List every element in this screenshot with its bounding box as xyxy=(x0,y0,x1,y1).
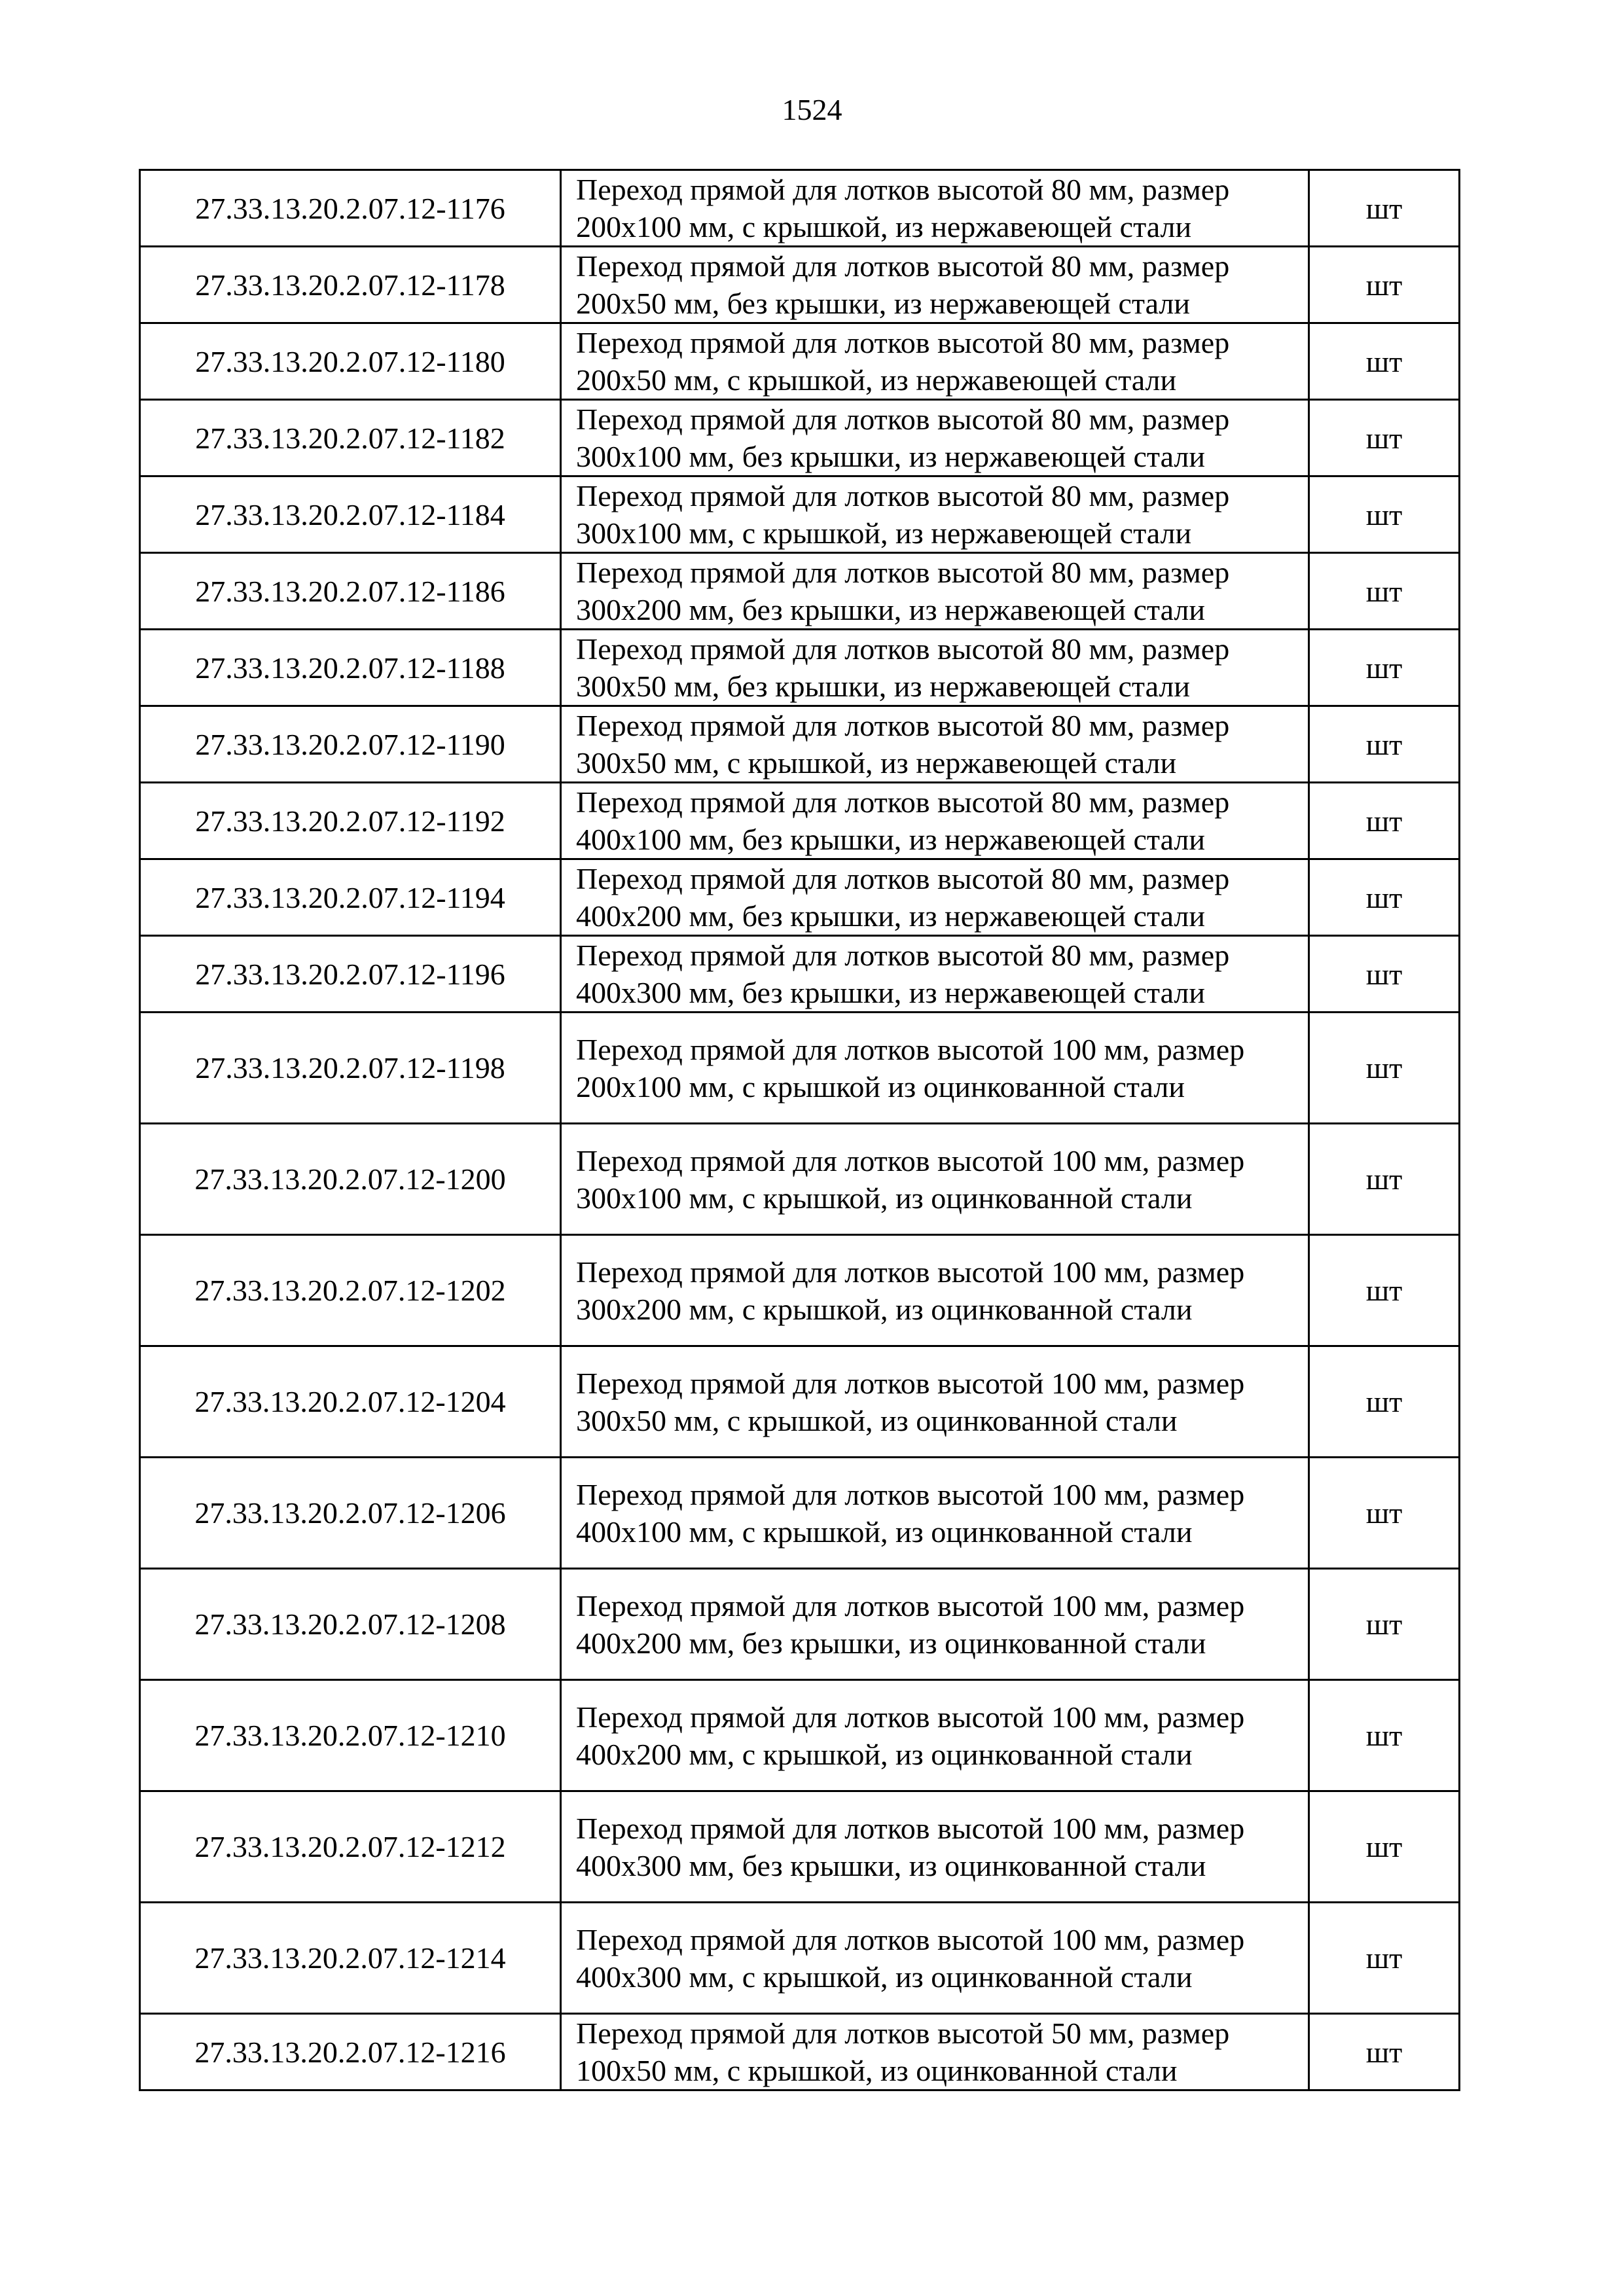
item-code-cell: 27.33.13.20.2.07.12-1190 xyxy=(140,706,561,783)
item-description-cell: Переход прямой для лотков высотой 100 мм, размер 300х100 мм, с крышкой, из оцинкованной стали xyxy=(561,1124,1309,1235)
item-code-cell: 27.33.13.20.2.07.12-1202 xyxy=(140,1235,561,1346)
item-unit-cell: шт xyxy=(1309,1013,1460,1124)
table-row xyxy=(140,936,1460,1013)
table-row xyxy=(140,1124,1460,1235)
table-row xyxy=(140,1346,1460,1458)
table-row xyxy=(140,1458,1460,1569)
table-row xyxy=(140,1680,1460,1791)
item-description-cell: Переход прямой для лотков высотой 100 мм, размер 300х50 мм, с крышкой, из оцинкованной стали xyxy=(561,1346,1309,1458)
item-code-cell: 27.33.13.20.2.07.12-1186 xyxy=(140,553,561,630)
item-code-cell: 27.33.13.20.2.07.12-1194 xyxy=(140,859,561,936)
item-description-cell: Переход прямой для лотков высотой 100 мм, размер 400х200 мм, с крышкой, из оцинкованной стали xyxy=(561,1680,1309,1791)
table-row xyxy=(140,1235,1460,1346)
item-unit-cell: шт xyxy=(1309,170,1460,247)
item-unit-cell: шт xyxy=(1309,476,1460,553)
item-unit-cell: шт xyxy=(1309,400,1460,476)
items-table-body xyxy=(140,170,1460,2090)
item-code-cell: 27.33.13.20.2.07.12-1208 xyxy=(140,1569,561,1680)
item-code-cell: 27.33.13.20.2.07.12-1180 xyxy=(140,323,561,400)
item-description-cell: Переход прямой для лотков высотой 80 мм, размер 200х50 мм, без крышки, из нержавеющей стали xyxy=(561,247,1309,323)
item-code-cell: 27.33.13.20.2.07.12-1184 xyxy=(140,476,561,553)
items-table xyxy=(139,169,1460,2091)
table-row xyxy=(140,476,1460,553)
table-row xyxy=(140,630,1460,706)
item-description-cell: Переход прямой для лотков высотой 100 мм, размер 300х200 мм, с крышкой, из оцинкованной стали xyxy=(561,1235,1309,1346)
item-unit-cell: шт xyxy=(1309,936,1460,1013)
item-description-cell: Переход прямой для лотков высотой 80 мм, размер 400х300 мм, без крышки, из нержавеющей стали xyxy=(561,936,1309,1013)
item-description-cell: Переход прямой для лотков высотой 100 мм, размер 400х300 мм, с крышкой, из оцинкованной стали xyxy=(561,1903,1309,2014)
item-unit-cell: шт xyxy=(1309,2014,1460,2090)
table-row xyxy=(140,247,1460,323)
table-row xyxy=(140,783,1460,859)
item-unit-cell: шт xyxy=(1309,1458,1460,1569)
table-row xyxy=(140,323,1460,400)
table-row xyxy=(140,553,1460,630)
item-description-cell: Переход прямой для лотков высотой 100 мм, размер 400х100 мм, с крышкой, из оцинкованной стали xyxy=(561,1458,1309,1569)
item-unit-cell: шт xyxy=(1309,553,1460,630)
table-row xyxy=(140,400,1460,476)
item-unit-cell: шт xyxy=(1309,1569,1460,1680)
item-unit-cell: шт xyxy=(1309,1903,1460,2014)
item-code-cell: 27.33.13.20.2.07.12-1204 xyxy=(140,1346,561,1458)
table-row xyxy=(140,2014,1460,2090)
item-code-cell: 27.33.13.20.2.07.12-1176 xyxy=(140,170,561,247)
item-description-cell: Переход прямой для лотков высотой 80 мм, размер 300х200 мм, без крышки, из нержавеющей стали xyxy=(561,553,1309,630)
item-code-cell: 27.33.13.20.2.07.12-1206 xyxy=(140,1458,561,1569)
item-description-cell: Переход прямой для лотков высотой 80 мм, размер 400х200 мм, без крышки, из нержавеющей стали xyxy=(561,859,1309,936)
item-code-cell: 27.33.13.20.2.07.12-1200 xyxy=(140,1124,561,1235)
item-code-cell: 27.33.13.20.2.07.12-1210 xyxy=(140,1680,561,1791)
item-description-cell: Переход прямой для лотков высотой 80 мм, размер 300х100 мм, с крышкой, из нержавеющей стали xyxy=(561,476,1309,553)
item-description-cell: Переход прямой для лотков высотой 80 мм, размер 400х100 мм, без крышки, из нержавеющей стали xyxy=(561,783,1309,859)
item-code-cell: 27.33.13.20.2.07.12-1214 xyxy=(140,1903,561,2014)
table-row xyxy=(140,859,1460,936)
item-description-cell: Переход прямой для лотков высотой 80 мм, размер 200х50 мм, с крышкой, из нержавеющей стали xyxy=(561,323,1309,400)
table-row xyxy=(140,1903,1460,2014)
table-row xyxy=(140,1013,1460,1124)
item-description-cell: Переход прямой для лотков высотой 50 мм, размер 100х50 мм, с крышкой, из оцинкованной стали xyxy=(561,2014,1309,2090)
table-row xyxy=(140,706,1460,783)
item-description-cell: Переход прямой для лотков высотой 80 мм, размер 300х50 мм, с крышкой, из нержавеющей стали xyxy=(561,706,1309,783)
item-code-cell: 27.33.13.20.2.07.12-1192 xyxy=(140,783,561,859)
item-unit-cell: шт xyxy=(1309,1235,1460,1346)
item-description-cell: Переход прямой для лотков высотой 100 мм, размер 400х300 мм, без крышки, из оцинкованной стали xyxy=(561,1791,1309,1903)
item-unit-cell: шт xyxy=(1309,1124,1460,1235)
table-row xyxy=(140,170,1460,247)
item-description-cell: Переход прямой для лотков высотой 80 мм, размер 300х100 мм, без крышки, из нержавеющей стали xyxy=(561,400,1309,476)
item-code-cell: 27.33.13.20.2.07.12-1216 xyxy=(140,2014,561,2090)
item-unit-cell: шт xyxy=(1309,706,1460,783)
item-unit-cell: шт xyxy=(1309,630,1460,706)
table-row xyxy=(140,1569,1460,1680)
item-unit-cell: шт xyxy=(1309,1680,1460,1791)
item-code-cell: 27.33.13.20.2.07.12-1178 xyxy=(140,247,561,323)
item-code-cell: 27.33.13.20.2.07.12-1198 xyxy=(140,1013,561,1124)
item-description-cell: Переход прямой для лотков высотой 80 мм, размер 200х100 мм, с крышкой, из нержавеющей стали xyxy=(561,170,1309,247)
table-row xyxy=(140,1791,1460,1903)
item-unit-cell: шт xyxy=(1309,323,1460,400)
item-unit-cell: шт xyxy=(1309,1346,1460,1458)
page-number: 1524 xyxy=(782,93,842,126)
item-code-cell: 27.33.13.20.2.07.12-1182 xyxy=(140,400,561,476)
item-description-cell: Переход прямой для лотков высотой 80 мм, размер 300х50 мм, без крышки, из нержавеющей стали xyxy=(561,630,1309,706)
item-unit-cell: шт xyxy=(1309,1791,1460,1903)
item-description-cell: Переход прямой для лотков высотой 100 мм, размер 200х100 мм, с крышкой из оцинкованной стали xyxy=(561,1013,1309,1124)
item-code-cell: 27.33.13.20.2.07.12-1196 xyxy=(140,936,561,1013)
item-code-cell: 27.33.13.20.2.07.12-1188 xyxy=(140,630,561,706)
item-unit-cell: шт xyxy=(1309,859,1460,936)
item-description-cell: Переход прямой для лотков высотой 100 мм, размер 400х200 мм, без крышки, из оцинкованной стали xyxy=(561,1569,1309,1680)
item-unit-cell: шт xyxy=(1309,783,1460,859)
item-unit-cell: шт xyxy=(1309,247,1460,323)
item-code-cell: 27.33.13.20.2.07.12-1212 xyxy=(140,1791,561,1903)
